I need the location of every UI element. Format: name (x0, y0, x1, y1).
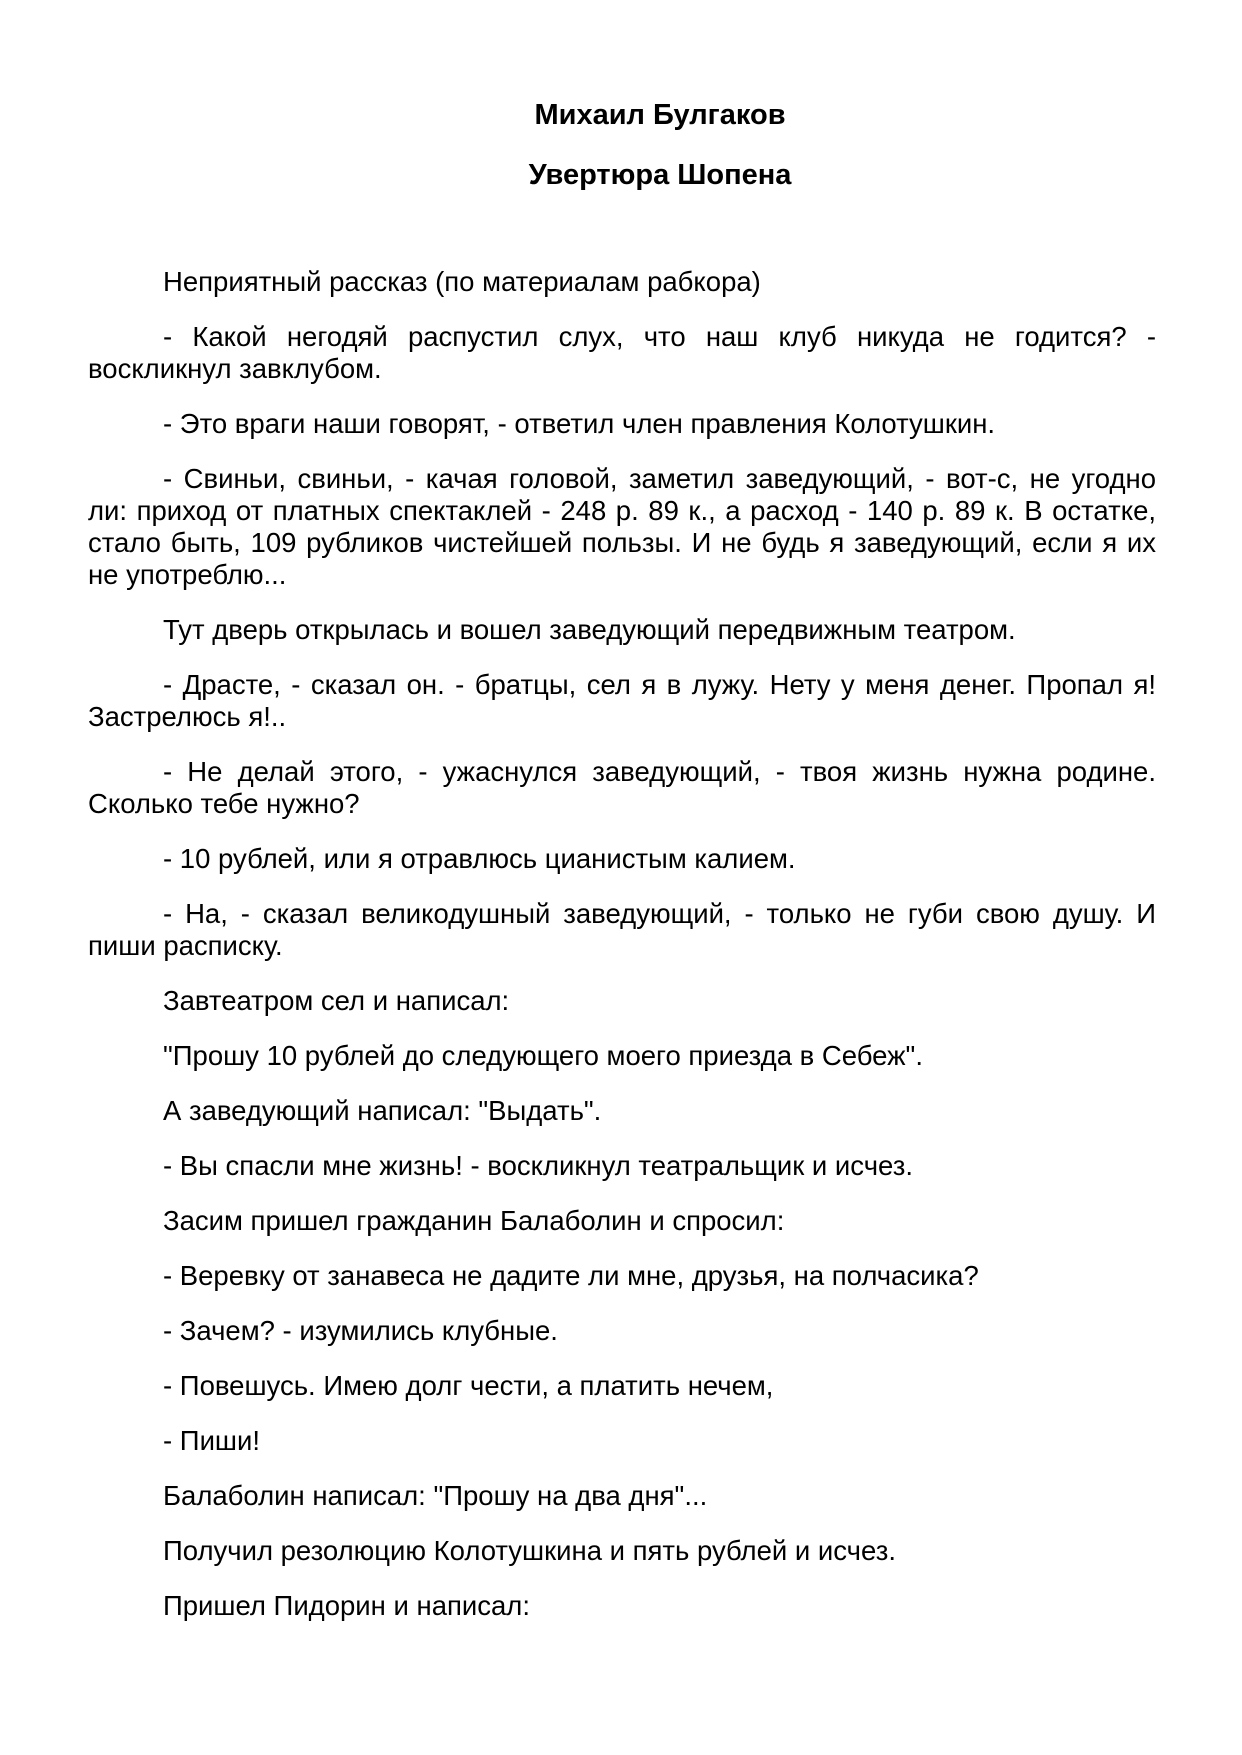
paragraph: Тут дверь открылась и вошел заведующий передвижным театром. (163, 614, 1016, 645)
paragraph: Балаболин написал: "Прошу на два дня"... (163, 1480, 708, 1511)
paragraph: - Не делай этого, - ужаснулся заведующий, - твоя жизнь нужна родине. Сколько тебе нужно? (88, 756, 1156, 819)
paragraph: Пришел Пидорин и написал: (163, 1590, 530, 1621)
paragraph: - Веревку от занавеса не дадите ли мне, друзья, на полчасика? (163, 1260, 979, 1291)
paragraph: - Драсте, - сказал он. - братцы, сел я в лужу. Нету у меня денег. Пропал я! Застрелюсь я!.. (88, 669, 1156, 732)
paragraph: А заведующий написал: "Выдать". (163, 1095, 602, 1126)
paragraph: - Вы спасли мне жизнь! - воскликнул театральщик и исчез. (163, 1150, 913, 1181)
story-body (88, 266, 1156, 1645)
paragraph: - Пиши! (163, 1425, 260, 1456)
paragraph: - Какой негодяй распустил слух, что наш клуб никуда не годится? - воскликнул завклубом. (88, 321, 1156, 384)
paragraph: Получил резолюцию Колотушкина и пять рублей и исчез. (163, 1535, 896, 1566)
paragraph: - Это враги наши говорят, - ответил член правления Колотушкин. (163, 408, 996, 439)
paragraph: - Свиньи, свиньи, - качая головой, заметил заведующий, - вот-с, не угодно ли: приход от платных спектаклей - 248 р. 89 к., а расход - 140 р. 89 к. В остатке, стало быть, 109 рубликов чистейшей пользы. И не будь я заведующий, если я их не употреблю... (88, 463, 1156, 590)
story-title: Увертюра Шопена (528, 159, 792, 191)
paragraph: Завтеатром сел и написал: (163, 985, 510, 1016)
author-heading: Михаил Булгаков (534, 99, 786, 131)
paragraph: Засим пришел гражданин Балаболин и спросил: (163, 1205, 785, 1236)
paragraph: - 10 рублей, или я отравлюсь цианистым калием. (163, 843, 796, 874)
paragraph: - На, - сказал великодушный заведующий, - только не губи свою душу. И пиши расписку. (88, 898, 1156, 961)
paragraph: - Повешусь. Имею долг чести, а платить нечем, (163, 1370, 774, 1401)
paragraph: Неприятный рассказ (по материалам рабкора) (163, 266, 761, 297)
paragraph: - Зачем? - изумились клубные. (163, 1315, 558, 1346)
paragraph: "Прошу 10 рублей до следующего моего приезда в Себеж". (163, 1040, 923, 1071)
